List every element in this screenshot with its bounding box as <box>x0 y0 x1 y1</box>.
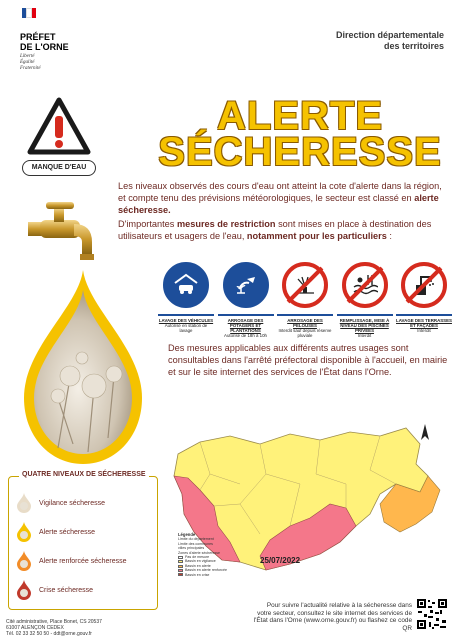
north-arrow-icon <box>420 424 430 444</box>
legend-line: villes principales <box>178 546 205 551</box>
level-item <box>17 551 127 571</box>
restriction-item <box>398 262 450 338</box>
restriction-icons <box>160 262 450 338</box>
legend-label: Pas de mesure <box>185 555 210 560</box>
restriction-text: Interdit <box>417 328 431 333</box>
lawn-sprinkler-icon <box>282 262 328 308</box>
car-wash-icon <box>163 262 209 308</box>
legend-label: Bassin en alerte <box>185 563 211 568</box>
restriction-title: REMPLISSAGE, MISE À NIVEAU DES PISCINES PRIVÉES <box>339 318 390 333</box>
qr-code[interactable] <box>416 598 448 638</box>
level-drop-icon <box>17 551 31 571</box>
level-drop-icon <box>17 522 31 542</box>
manque-eau-badge: MANQUE D'EAU <box>22 160 96 176</box>
levels-title: QUATRE NIVEAUX DE SÉCHERESSE <box>19 471 149 478</box>
legend-swatch <box>178 565 183 568</box>
direction-label: Direction départementale des territoires <box>335 30 444 51</box>
map-legend: Légende Limite du département Limite des communes villes principales Zones d'alerte sécheresse Pas de mesure Bassin en vigilance Bassin en alerte Bassin en alerte renforcée Bassin en crise <box>178 533 253 577</box>
restriction-title: ARROSAGE DES PELOUSES <box>287 318 323 328</box>
level-item <box>17 522 95 542</box>
legend-swatch <box>178 556 183 559</box>
legend-line: Zones d'alerte sécheresse <box>178 550 221 555</box>
restriction-caption <box>396 314 452 338</box>
legend-item <box>178 573 253 577</box>
pool-icon <box>342 262 388 308</box>
legend-line: Limite du département <box>178 537 214 542</box>
level-label: Vigilance sécheresse <box>39 499 106 507</box>
level-label: Alerte renforcée sécheresse <box>39 557 127 565</box>
legend-label: Bassin en vigilance <box>185 559 216 564</box>
restriction-caption <box>218 314 274 338</box>
address-block: Cité administrative, Place Bonet, CS 20537 61007 ALENÇON CEDEX Tél. 02 33 32 50 50 - ddt@orne.gouv.fr <box>6 619 102 637</box>
republic-flag-icon <box>22 8 36 18</box>
level-label: Crise sécheresse <box>39 586 94 594</box>
restriction-title: LAVAGE DES TERRASSES ET FAÇADES <box>396 318 452 328</box>
restriction-item <box>160 262 212 338</box>
faucet-icon <box>28 196 108 268</box>
intro-text: Les niveaux observés des cours d'eau ont atteint la cote d'alerte dans la région, et compte tenu des prévisions météorologiques, le secteur est classé en alerte sécheresse. D'importantes mesures de restriction sont mises en place à destination des utilisateurs et usagers de l'eau, notamment pour les particuliers : <box>118 181 442 241</box>
level-label: Alerte sécheresse <box>39 528 96 536</box>
map-date: 25/07/2022 <box>260 556 301 565</box>
page-title: ALERTE SÉCHERESSE <box>158 94 442 174</box>
restriction-title: ARROSAGE DES POTAGERS ET PLANTATIONS <box>227 318 264 333</box>
restriction-title: LAVAGE DES VÉHICULES <box>158 318 214 323</box>
restriction-item <box>220 262 272 338</box>
legend-line: Limite des communes <box>178 541 213 546</box>
restriction-text: Autorisé de 18h à 10h <box>224 333 267 338</box>
legend-label: Bassin en crise <box>185 572 210 577</box>
level-drop-icon <box>17 580 31 600</box>
warning-triangle-icon <box>26 96 92 156</box>
republic-motto: Liberté Égalité Fraternité <box>20 54 41 71</box>
water-drop-photo <box>18 268 148 468</box>
restriction-item <box>279 262 331 338</box>
garden-watering-icon <box>223 262 269 308</box>
legend-swatch <box>178 560 183 563</box>
prefet-label: PRÉFET DE L'ORNE <box>20 32 69 52</box>
restriction-text: Interdit sauf depuis réserve pluviale <box>278 328 332 338</box>
level-drop-icon <box>17 493 31 513</box>
level-item <box>17 493 105 513</box>
consult-text: Des mesures applicables aux différents autres usages sont consultables dans l'arrêté préfectoral disponible à l'accueil, en mairie et sur le site internet des services de l'État dans l'Orne. <box>168 343 448 377</box>
legend-label: Bassin en alerte renforcée <box>185 568 227 573</box>
restriction-caption <box>277 314 333 338</box>
legend-swatch <box>178 573 183 576</box>
level-item <box>17 580 93 600</box>
restriction-caption <box>337 314 393 338</box>
levels-box <box>8 471 158 610</box>
restriction-text: Autorisé en station de lavage <box>164 323 208 333</box>
terrace-wash-icon <box>401 262 447 308</box>
restriction-caption <box>158 314 214 338</box>
legend-swatch <box>178 569 183 572</box>
restriction-item <box>339 262 391 338</box>
footer-text: Pour suivre l'actualité relative à la sécheresse dans votre secteur, consultez le site internet des services de l'État dans l'Orne (www.orne.gouv.fr) ou flashez ce code QR <box>253 602 412 632</box>
restriction-text: Interdit <box>357 333 372 338</box>
